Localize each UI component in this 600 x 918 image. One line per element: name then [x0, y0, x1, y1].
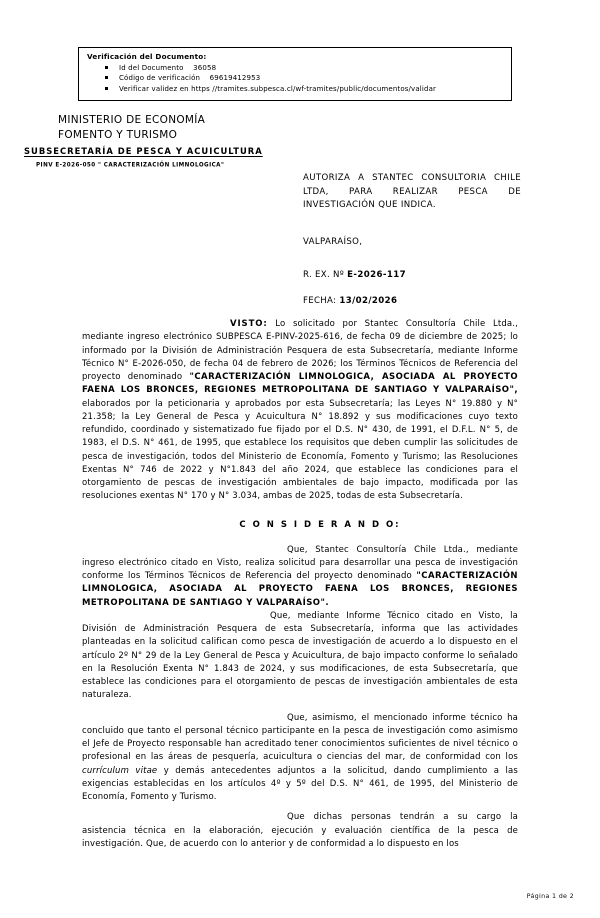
pinv-reference: PINV E-2026-050 " CARACTERIZACIÓN LIMNOLOGICA" — [36, 162, 225, 169]
visto-paragraph — [82, 318, 518, 504]
resolution-subject: AUTORIZA A STANTEC CONSULTORIA CHILE LTDA, PARA REALIZAR PESCA DE INVESTIGACIÓN QUE INDICA. — [303, 173, 521, 211]
bullet-icon — [105, 66, 108, 69]
considerando-heading: C O N S I D E R A N D O: — [239, 519, 401, 530]
subsecretaria-heading: SUBSECRETARÍA DE PESCA Y ACUICULTURA — [24, 146, 263, 156]
visto-keyword: VISTO: — [230, 319, 268, 329]
resolution-place: VALPARAÍSO, — [303, 237, 363, 247]
verification-id-label: Id del Documento — [119, 63, 184, 72]
ministry-line-1: MINISTERIO DE ECONOMÍA — [58, 114, 206, 126]
verification-list — [85, 63, 505, 95]
resolution-number-line — [303, 270, 406, 280]
page-indicator: Página 1 de 2 — [526, 892, 574, 900]
visto-text-a: Lo solicitado por Stantec Consultoría Chile Ltda., mediante ingreso electrónico SUBPESCA E-PINV-2025-616, de fecha 09 de diciembre de 2025; lo informado por la División de Administración Pesquera de esta Subsecretaría, mediante Informe Técnico N° E-2026-050, de fecha 04 de febrero de 2026; los Términos Técnicos de Referencia del proyecto denominado — [82, 319, 518, 382]
resolution-number-label: R. EX. Nº — [303, 270, 345, 280]
verification-box — [78, 47, 512, 101]
bullet-icon — [105, 87, 108, 90]
verification-item-url — [85, 84, 505, 95]
considerando-paragraph-1 — [82, 544, 518, 610]
verification-id-value: 36058 — [193, 63, 217, 72]
resolution-date-label: FECHA: — [303, 296, 337, 306]
considerando-paragraph-3 — [82, 712, 518, 805]
cons-p3-text-a: Que, asimismo, el mencionado informe técnico ha concluido que tanto el personal técnico participante en la pesca de investigación como asimismo el Jefe de Proyecto responsable han acreditado tener conocimientos suficientes de nivel técnico o profesional en las áreas de pesquería, acuicultura o ciencias del mar, de conformidad con los — [82, 712, 518, 763]
cons-p3-italic-term: currículum vitae — [82, 765, 158, 776]
verification-item-code — [85, 73, 505, 84]
verification-code-value: 69619412953 — [209, 74, 261, 83]
verification-url-text: Verificar validez en https //tramites.subpesca.cl/wf-tramites/public/documentos/validar — [119, 84, 437, 93]
cons-p1-project-title: "CARACTERIZACIÓN LIMNOLOGICA, ASOCIADA AL PROYECTO FAENA LOS BRONCES, REGIONES METROPOLITANA DE SANTIAGO Y VALPARAÍSO". — [82, 571, 518, 608]
visto-text-b: elaborados por la peticionaria y aprobados por esta Subsecretaría; las Leyes N° 19.880 y N° 21.358; la Ley General de Pesca y Acuicultura N° 18.892 y sus modificaciones cuyo texto refundido, coordinado y sistematizado fue fijado por el D.S. N° 430, de 1991, el D.F.L. N° 5, de 1983, el D.S. N° 461, de 1995, que establece los requisitos que deben cumplir las solicitudes de pesca de investigación, todos del Ministerio de Economía, Fomento y Turismo; las Resoluciones Exentas N° 746 de 2022 y N°1.843 del año 2024, que establece las condiciones para el otorgamiento de pescas de investigación ambientales de bajo impacto, modificada por las resoluciones exentas N° 170 y N° 3.034, ambas de 2025, todas de esta Subsecretaría. — [82, 398, 518, 502]
bullet-icon — [105, 76, 108, 79]
ministry-line-2: FOMENTO Y TURISMO — [58, 129, 178, 142]
cons-p1-text: Que, Stantec Consultoría Chile Ltda., mediante ingreso electrónico citado en Visto, realiza solicitud para desarrollar una pesca de investigación conforme los Términos Técnicos de Referencia del proyecto denominado — [82, 544, 518, 581]
verification-item-id — [85, 63, 505, 74]
verification-code-label: Código de verificación — [119, 74, 201, 83]
considerando-paragraph-2: Que, mediante Informe Técnico citado en Visto, la División de Administración Pesquera de esta Subsecretaría, informa que las actividades planteadas en la solicitud califican como pesca de investigación de acuerdo a lo dispuesto en el artículo 2º N° 29 de la Ley General de Pesca y Acuicultura, de bajo impacto conforme lo señalado en la Resolución Exenta N° 1.843 de 2024, y sus modificaciones, de esta Subsecretaría, que establece las condiciones para el otorgamiento de pescas de investigación ambientales de esta naturaleza. — [82, 610, 518, 701]
resolution-date-line — [303, 296, 397, 306]
ministry-header — [58, 113, 205, 143]
resolution-date-value: 13/02/2026 — [339, 296, 398, 306]
verification-title: Verificación del Documento: — [87, 52, 207, 61]
document-body — [82, 318, 518, 851]
visto-project-title: "CARACTERIZACIÓN LIMNOLOGICA, ASOCIADA AL PROYECTO FAENA LOS BRONCES, REGIONES METROPOLITANA DE SANTIAGO Y VALPARAÍSO", — [82, 372, 518, 396]
resolution-number-value: E-2026-117 — [347, 270, 407, 280]
considerando-paragraph-4: Que dichas personas tendrán a su cargo la asistencia técnica en la elaboración, ejecución y evaluación científica de la pesca de investigación. Que, de acuerdo con lo anterior y de conformidad a lo dispuesto en los — [82, 812, 518, 849]
cons-p3-text-b: y demás antecedentes adjuntos a la solicitud, dando cumplimiento a las exigencias establecidas en los artículos 4º y 5º del D.S. N° 461, de 1995, del Ministerio de Economía, Fomento y Turismo. — [82, 765, 518, 802]
